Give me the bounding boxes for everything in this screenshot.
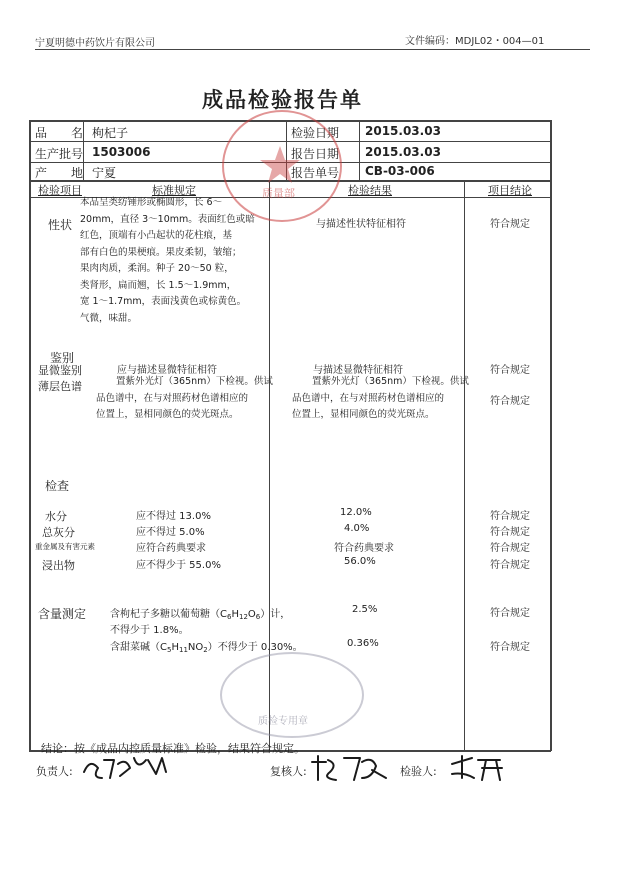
assay-std2-sub: 5	[166, 646, 172, 654]
signature-responsible-stroke	[84, 758, 166, 778]
check-conc-heavy-metals: 符合规定	[490, 543, 530, 554]
origin-value: 宁夏	[92, 166, 117, 180]
assay-std1-text: ）计，	[260, 609, 291, 620]
tlc-std-line: 置紫外光灯（365nm）下检视。供试	[116, 376, 273, 387]
col-header-item: 检验项目	[38, 184, 82, 197]
report-date-value: 2015.03.03	[365, 145, 441, 159]
assay-res-polysaccharide: 2.5%	[352, 604, 378, 615]
name-label: 品 名	[35, 126, 84, 140]
character-label: 性状	[48, 218, 73, 232]
check-label: 检查	[45, 479, 70, 493]
check-conc-moisture: 符合规定	[490, 511, 530, 522]
inspect-date-value: 2015.03.03	[365, 124, 441, 138]
microscopic-id-label: 显微鉴别	[38, 364, 82, 377]
check-std-ash: 应不得过 5.0%	[136, 527, 205, 538]
origin-label: 产 地	[35, 166, 84, 180]
report-no-label: 报告单号	[291, 166, 340, 180]
check-std-heavy-metals: 应符合药典要求	[136, 543, 206, 554]
assay-std1-text: O	[247, 609, 256, 620]
check-std-extract: 应不得少于 55.0%	[136, 560, 221, 571]
check-item-ash: 总灰分	[42, 526, 75, 539]
assay-std2-sub: 11	[178, 646, 188, 654]
responsible-label: 负责人:	[36, 765, 73, 778]
col-header-standard: 标准规定	[152, 184, 196, 197]
check-item-moisture: 水分	[45, 510, 67, 523]
assay-std2-text: ）不得少于 0.30%。	[207, 642, 303, 653]
tlc-label: 薄层色谱	[38, 380, 82, 393]
assay-std-polysaccharide-line2: 不得少于 1.8%。	[110, 625, 189, 636]
check-res-extract: 56.0%	[344, 556, 376, 567]
microscopic-conclusion: 符合规定	[490, 365, 530, 376]
assay-std1-text: 含枸杞子多糖以葡萄糖（C	[110, 609, 227, 620]
check-conc-extract: 符合规定	[490, 560, 530, 571]
character-std-line: 宽 1～1.7mm，表面浅黄色或棕黄色。	[80, 296, 247, 307]
col-header-conclusion: 项目结论	[488, 184, 532, 197]
assay-std2-text: 含甜菜碱（C	[110, 642, 167, 653]
check-res-moisture: 12.0%	[340, 507, 372, 518]
tlc-res-line: 品色谱中，在与对照药材色谱相应的	[292, 392, 445, 404]
signature-reviewer-stroke	[312, 756, 386, 780]
tlc-res-line: 置紫外光灯（365nm）下检视。供试	[312, 376, 469, 387]
character-std-line: 红色，顶端有小凸起状的花柱痕，基	[80, 230, 233, 241]
check-std-moisture: 应不得过 13.0%	[136, 511, 211, 522]
check-item-extract: 浸出物	[42, 559, 75, 572]
inspector-label: 检验人:	[400, 765, 437, 778]
tlc-conclusion: 符合规定	[490, 396, 530, 407]
batch-label: 生产批号	[35, 147, 84, 161]
assay-conc-betaine: 符合规定	[490, 642, 530, 653]
assay-label: 含量测定	[38, 607, 87, 621]
company-name: 宁夏明德中药饮片有限公司	[35, 38, 155, 49]
batch-value: 1503006	[92, 145, 151, 159]
assay-std1-text: H	[231, 609, 239, 620]
assay-std2-text: NO	[187, 642, 204, 653]
character-std-line: 本品呈类纺锤形或椭圆形，长 6～	[80, 197, 223, 208]
character-conclusion: 符合规定	[490, 219, 530, 230]
quality-stamp-text: 质量部	[262, 187, 295, 200]
check-conc-ash: 符合规定	[490, 527, 530, 538]
character-std-line: 类肾形，扁而翘，长 1.5～1.9mm，	[80, 279, 237, 291]
identification-label: 鉴别	[50, 351, 75, 365]
assay-res-betaine: 0.36%	[347, 638, 379, 649]
character-std-line: 果肉肉质，柔润。种子 20～50 粒，	[80, 263, 234, 274]
name-value: 枸杞子	[92, 126, 129, 140]
check-res-ash: 4.0%	[344, 523, 370, 534]
assay-std1-sub: 6	[226, 613, 232, 621]
assay-std1-sub: 12	[238, 613, 248, 621]
check-res-heavy-metals: 符合药典要求	[334, 543, 394, 554]
tlc-std-line: 品色谱中，在与对照药材色谱相应的	[96, 392, 249, 404]
assay-conc-polysaccharide: 符合规定	[490, 608, 530, 619]
assay-std1-sub: 6	[255, 613, 261, 621]
check-item-heavy-metals: 重金属及有害元素	[35, 542, 95, 551]
tlc-std-line: 位置上，显相同颜色的荧光斑点。	[96, 409, 239, 420]
character-result: 与描述性状特征相符	[316, 219, 406, 230]
conclusion-text: 结论：按《成品内控质量标准》检验，结果符合规定。	[41, 742, 305, 755]
qc-stamp-text: 质检专用章	[258, 716, 308, 727]
report-title: 成品检验报告单	[202, 87, 363, 112]
character-std-line: 气微，味甜。	[80, 312, 138, 324]
microscopic-result: 与描述显微特征相符	[313, 365, 403, 376]
assay-std2-sub: 2	[203, 646, 208, 654]
tlc-res-line: 位置上，显相同颜色的荧光斑点。	[292, 409, 435, 420]
report-date-label: 报告日期	[291, 147, 340, 161]
character-std-line: 部有白色的果梗痕。果皮柔韧，皱缩；	[80, 246, 242, 258]
col-header-result: 检验结果	[348, 184, 392, 197]
inspect-date-label: 检验日期	[291, 126, 340, 140]
report-no-value: CB-03-006	[365, 164, 435, 178]
file-number: 文件编码：MDJL02・004—01	[405, 36, 545, 47]
signature-inspector-stroke	[452, 756, 502, 780]
assay-std2-text: H	[171, 642, 179, 653]
character-std-line: 20mm，直径 3～10mm。表面红色或暗	[80, 213, 255, 225]
quality-stamp-star	[222, 110, 342, 220]
microscopic-standard: 应与描述显微特征相符	[117, 365, 217, 376]
reviewer-label: 复核人:	[270, 765, 307, 778]
